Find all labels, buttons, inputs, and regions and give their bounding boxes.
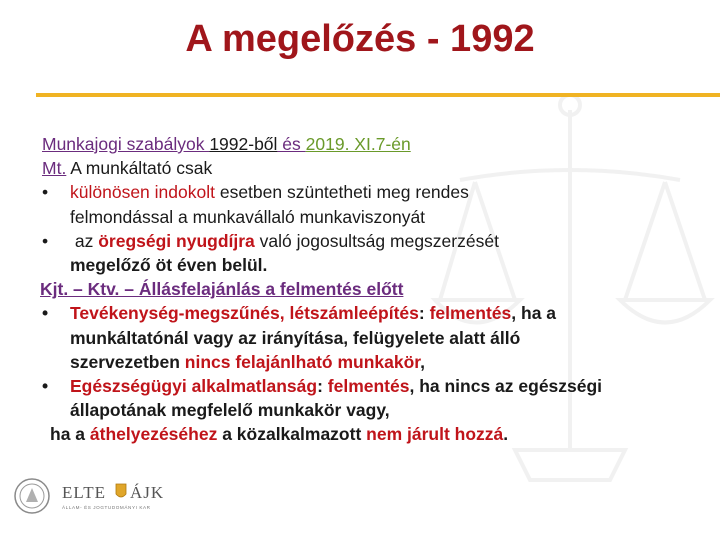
bullet-item (42, 229, 702, 253)
highlight: különösen indokolt (70, 182, 215, 203)
page-title: A megelőzés - 1992 (185, 18, 535, 60)
bullet-item (42, 301, 702, 325)
bullet-item (42, 374, 702, 398)
bullet-item (42, 180, 702, 204)
bullet-continuation: felmondással a munkavállaló munkaviszonyát (70, 206, 426, 227)
text: , ha a (511, 303, 557, 324)
text: szervezetben (70, 351, 185, 372)
bullet-continuation: állapotának megfelelő munkakör vagy, (70, 400, 390, 421)
heading-part: Munkajogi szabályok (42, 134, 210, 154)
elte-ajk-logo (14, 476, 174, 516)
highlight: felmentés (327, 376, 410, 397)
kjt-heading: Kjt. – Ktv. – Állásfelajánlás a felmentés előtt (40, 279, 404, 300)
mt-text: A munkáltató csak (66, 158, 213, 179)
text: való jogosultság megszerzését (254, 230, 499, 251)
bullet-marker: • (42, 230, 49, 251)
bullet-marker: • (42, 376, 49, 397)
text: : (418, 303, 430, 324)
heading-part: és (277, 134, 306, 154)
text: : (317, 376, 328, 397)
heading-year: 1992-ből (209, 134, 278, 154)
highlight: öregségi nyugdíjra (98, 230, 255, 251)
heading-date: 2019. XI.7-én (305, 134, 411, 154)
mt-label: Mt. (42, 158, 67, 179)
bullet-continuation: munkáltatónál vagy az irányítása, felügyelete alatt álló (70, 327, 521, 348)
title-divider (36, 93, 720, 97)
highlight: nincs felajánlható munkakör (184, 351, 421, 372)
bullet-continuation: megelőző öt éven belül. (70, 255, 268, 276)
highlight: Egészségügyi alkalmatlanság (70, 376, 318, 397)
elte-wordmark: ELTE (62, 483, 106, 502)
bullet-marker: • (42, 303, 49, 324)
bullet-marker: • (42, 182, 49, 203)
highlight: nem járult hozzá (366, 424, 504, 445)
text: esetben szüntetheti meg rendes (214, 182, 469, 203)
text: az (70, 230, 99, 251)
text: a közalkalmazott (217, 424, 367, 445)
highlight: felmentés (429, 303, 512, 324)
mt-line (42, 156, 702, 180)
text: . (503, 424, 509, 445)
ajk-wordmark: ÁJK (130, 483, 165, 502)
elte-seal-icon (15, 479, 49, 513)
ajk-shield-icon (116, 484, 126, 497)
highlight: áthelyezéséhez (89, 424, 218, 445)
text: , ha nincs az egészségi (409, 376, 603, 397)
highlight: Tevékenység-megszűnés, létszámleépítés (70, 303, 419, 324)
logo-tagline: ÁLLAM- ÉS JOGTUDOMÁNYI KAR (62, 505, 151, 510)
slide-body (42, 132, 702, 447)
heading-line (42, 132, 702, 156)
text: , (420, 351, 426, 372)
bullet-continuation (42, 350, 702, 374)
text: ha a (50, 424, 90, 445)
closing-line (42, 422, 702, 446)
